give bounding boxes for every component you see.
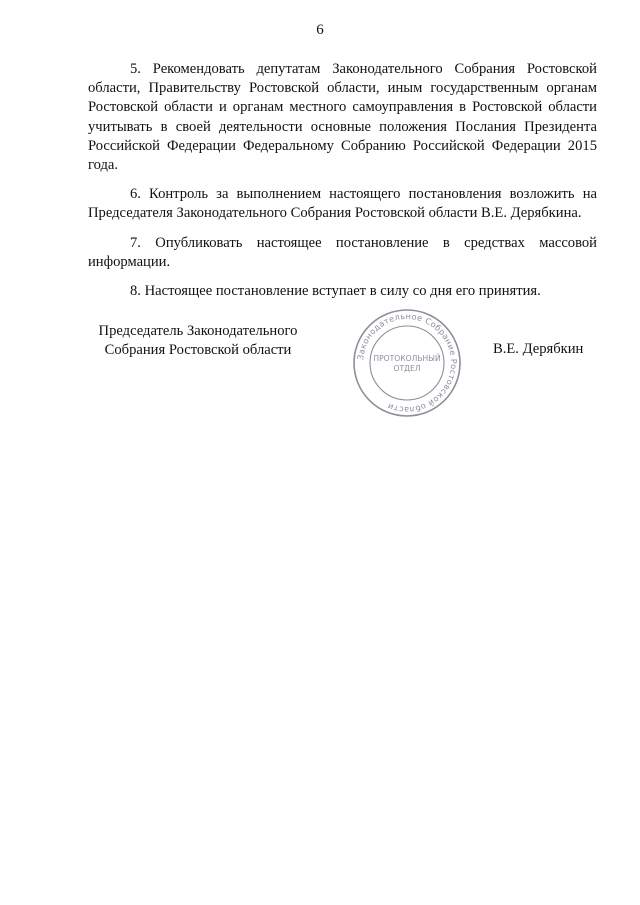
- paragraph-7: 7. Опубликовать настоящее постановление в средствах массовой информации.: [88, 234, 597, 270]
- stamp-center-line-1: ПРОТОКОЛЬНЫЙ: [373, 354, 441, 363]
- stamp-inner-ring: [370, 326, 444, 400]
- official-seal-stamp: [345, 308, 469, 418]
- signatory-name: В.Е. Дерябкин: [493, 341, 584, 357]
- paragraph-5: 5. Рекомендовать депутатам Законодательного Собрания Ростовской области, Правительству Ростовской области, иным государственным органам Ростовской области и органам местного самоуправления в Ростовской области учитывать в своей деятельности основные положения Послания Президента Российской Федерации Федеральному Собранию Российской Федерации 2015 года.: [88, 61, 597, 174]
- stamp-ring-text: Законодательное Собрание Ростовской области: [355, 310, 460, 416]
- paragraph-6: 6. Контроль за выполнением настоящего постановления возложить на Председателя Законодательного Собрания Ростовской области В.Е. Дерябкина.: [88, 186, 597, 222]
- signatory-title-line-1: Председатель Законодательного: [98, 323, 298, 339]
- signatory-title-line-2: Собрания Ростовской области: [104, 342, 292, 358]
- signatory-title: [88, 322, 308, 360]
- document-body: [88, 60, 597, 301]
- page-number: 6: [316, 22, 324, 38]
- stamp-center-line-2: ОТДЕЛ: [393, 364, 421, 373]
- paragraph-8: 8. Настоящее постановление вступает в силу со дня его принятия.: [130, 283, 541, 300]
